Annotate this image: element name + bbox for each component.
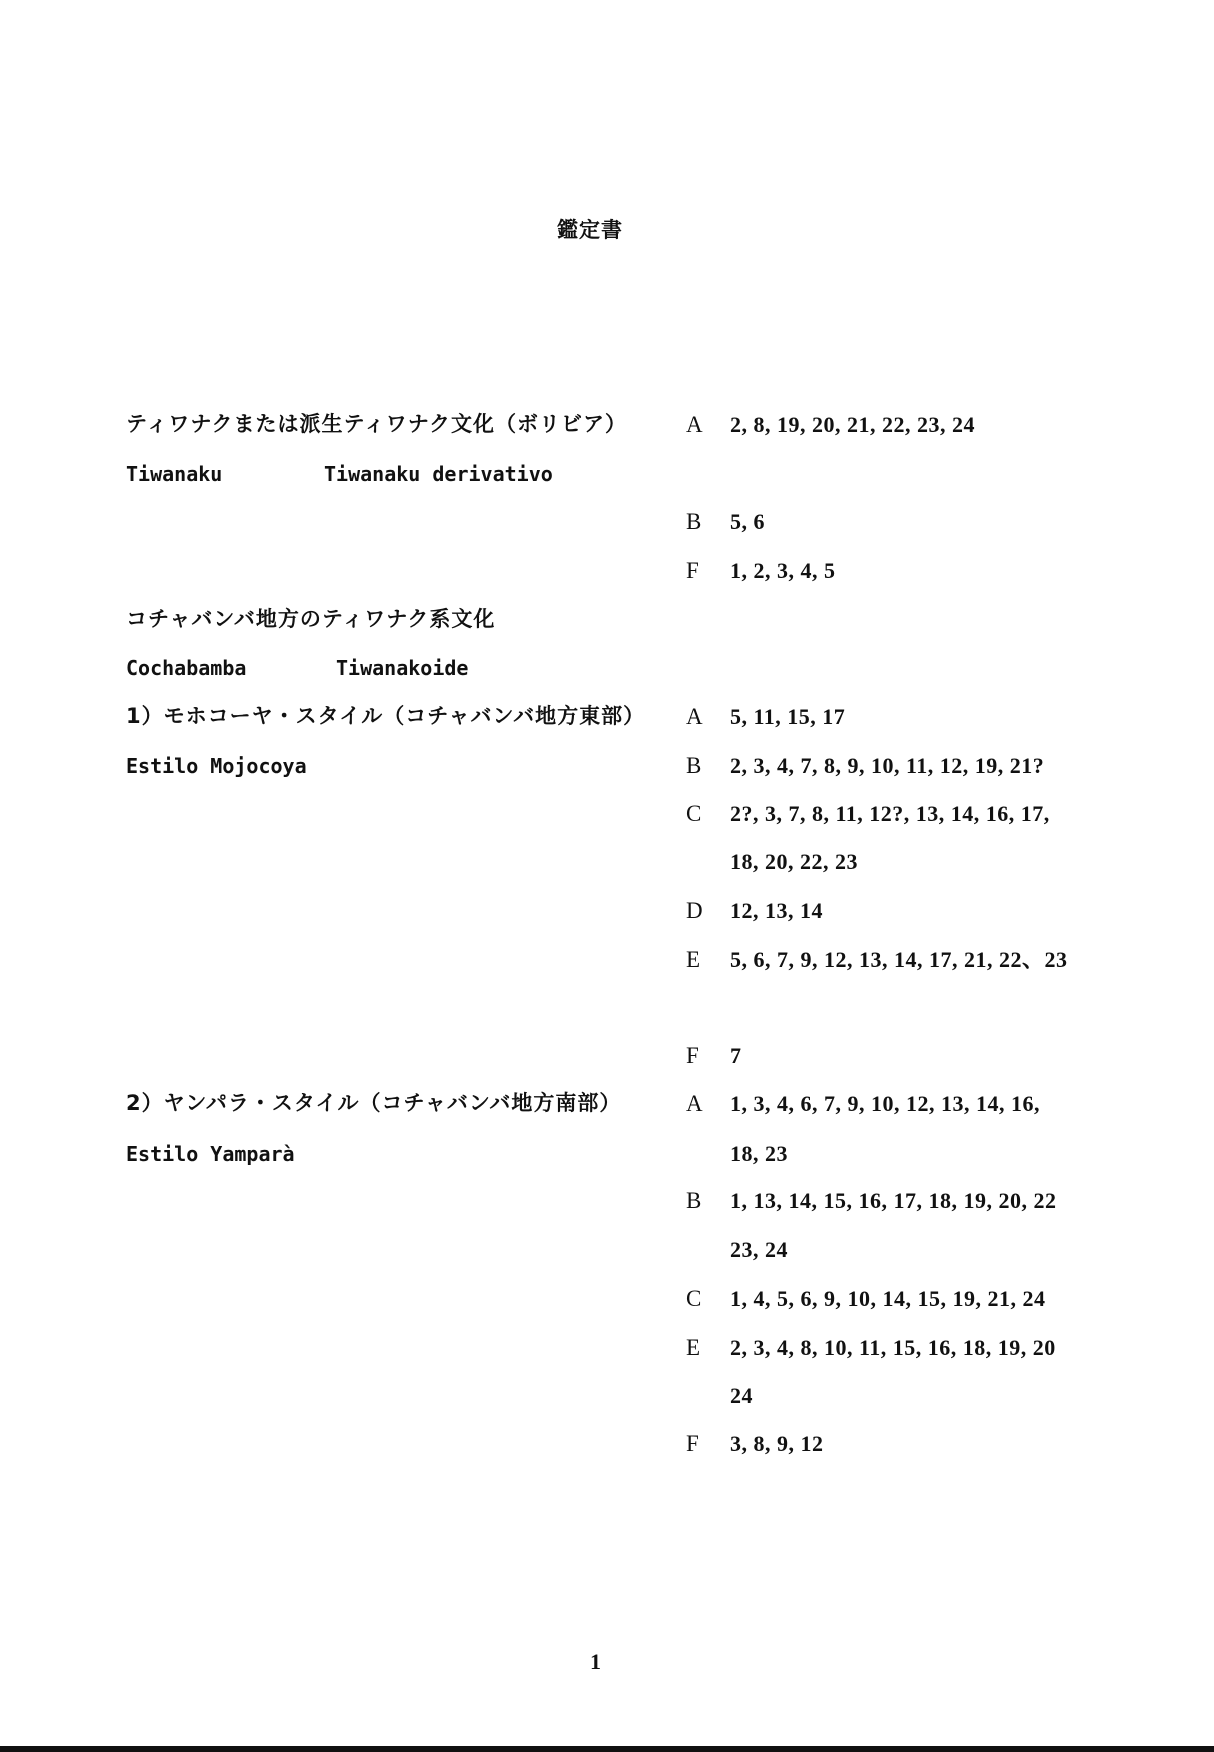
entry-letter: C xyxy=(686,801,702,826)
entry-numbers: 7 xyxy=(730,1043,742,1068)
entry-letter: D xyxy=(686,898,703,923)
entry-numbers: 5, 6, 7, 9, 12, 13, 14, 17, 21, 22、23 xyxy=(730,947,1068,972)
entry-numbers-continued: 18, 20, 22, 23 xyxy=(730,849,858,874)
entry-letter: E xyxy=(686,947,701,972)
entry-numbers: 1, 3, 4, 6, 7, 9, 10, 12, 13, 14, 16, xyxy=(730,1091,1040,1116)
entry-letter: F xyxy=(686,1431,699,1456)
entry-numbers: 2, 3, 4, 7, 8, 9, 10, 11, 12, 19, 21? xyxy=(730,753,1045,778)
section-heading-es: Tiwanaku xyxy=(126,462,223,486)
entry-numbers: 12, 13, 14 xyxy=(730,898,823,923)
entry-letter: E xyxy=(686,1335,701,1360)
entry-letter: A xyxy=(686,412,703,437)
entry-letter: A xyxy=(686,704,703,729)
entry-numbers: 3, 8, 9, 12 xyxy=(730,1431,824,1456)
section-heading-jp: コチャバンバ地方のティワナク系文化 xyxy=(126,607,496,631)
entry-numbers-continued: 24 xyxy=(730,1383,753,1408)
entry-numbers-continued: 18, 23 xyxy=(730,1141,788,1166)
section-heading-jp: 2）ヤンパラ・スタイル（コチャバンバ地方南部） xyxy=(126,1091,622,1115)
entry-numbers: 1, 4, 5, 6, 9, 10, 14, 15, 19, 21, 24 xyxy=(730,1286,1046,1311)
section-heading-jp: ティワナクまたは派生ティワナク文化（ボリビア） xyxy=(126,412,627,436)
section-heading-es: Estilo Mojocoya xyxy=(126,754,307,778)
section-heading-es: Cochabamba xyxy=(126,656,247,680)
entry-numbers: 5, 11, 15, 17 xyxy=(730,704,846,729)
entry-letter: B xyxy=(686,509,702,534)
entry-letter: A xyxy=(686,1091,703,1116)
entry-letter: B xyxy=(686,1188,702,1213)
entry-numbers: 1, 2, 3, 4, 5 xyxy=(730,558,836,583)
entry-numbers: 1, 13, 14, 15, 16, 17, 18, 19, 20, 22 xyxy=(730,1188,1057,1213)
section-heading-es: Estilo Yamparà xyxy=(126,1142,295,1166)
entry-numbers: 5, 6 xyxy=(730,509,765,534)
entry-letter: F xyxy=(686,1043,699,1068)
page-number: 1 xyxy=(590,1649,601,1674)
document-title: 鑑定書 xyxy=(557,218,623,242)
bottom-edge-rule xyxy=(0,1746,1214,1752)
section-heading-es-2: Tiwanakoide xyxy=(336,656,469,680)
entry-letter: B xyxy=(686,753,702,778)
section-heading-jp: 1）モホコーヤ・スタイル（コチャバンバ地方東部） xyxy=(126,704,646,728)
entry-letter: C xyxy=(686,1286,702,1311)
entry-letter: F xyxy=(686,558,699,583)
entry-numbers: 2, 3, 4, 8, 10, 11, 15, 16, 18, 19, 20 xyxy=(730,1335,1056,1360)
entry-numbers-continued: 23, 24 xyxy=(730,1237,788,1262)
entry-numbers: 2?, 3, 7, 8, 11, 12?, 13, 14, 16, 17, xyxy=(730,801,1050,826)
section-heading-es-2: Tiwanaku derivativo xyxy=(324,462,553,486)
entry-numbers: 2, 8, 19, 20, 21, 22, 23, 24 xyxy=(730,412,975,437)
